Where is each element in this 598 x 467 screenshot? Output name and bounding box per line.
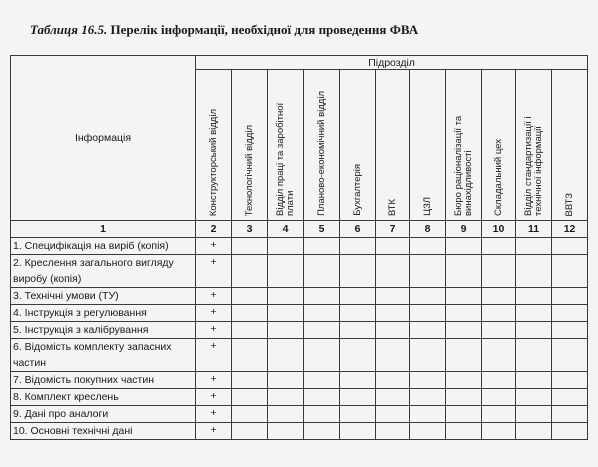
mark-cell [516,322,552,339]
mark-cell: + [196,406,232,423]
row-label: 8. Комплект креслень [11,389,196,406]
column-number: 10 [482,221,516,238]
mark-cell [232,389,268,406]
row-label: 1. Специфікація на виріб (копія) [11,238,196,255]
column-number: 9 [446,221,482,238]
mark-cell [446,423,482,440]
mark-cell [268,305,304,322]
mark-cell: + [196,372,232,389]
column-header [340,70,376,221]
mark-cell: + [196,255,232,288]
column-header [516,70,552,221]
mark-cell [340,238,376,255]
column-number: 1 [11,221,196,238]
mark-cell [376,423,410,440]
mark-cell [376,255,410,288]
mark-cell [482,305,516,322]
mark-cell [376,322,410,339]
mark-cell [516,305,552,322]
mark-cell [482,406,516,423]
mark-cell [552,238,588,255]
mark-cell [516,339,552,372]
mark-cell [482,322,516,339]
mark-cell [552,423,588,440]
mark-cell: + [196,322,232,339]
mark-cell [410,389,446,406]
mark-cell [340,372,376,389]
mark-cell [268,288,304,305]
mark-cell [232,423,268,440]
mark-cell [304,372,340,389]
mark-cell [552,288,588,305]
mark-cell [446,305,482,322]
mark-cell [376,288,410,305]
mark-cell [376,339,410,372]
mark-cell [516,288,552,305]
mark-cell [410,238,446,255]
column-header [446,70,482,221]
column-number: 3 [232,221,268,238]
column-header-label: Бухгалтерія [351,164,363,216]
column-number: 11 [516,221,552,238]
mark-cell [552,322,588,339]
table-row [11,255,588,288]
mark-cell [232,322,268,339]
subdivision-header: Підрозділ [196,56,588,70]
column-header [376,70,410,221]
mark-cell [340,406,376,423]
column-header [482,70,516,221]
row-label: 9. Дані про аналоги [11,406,196,423]
mark-cell [446,238,482,255]
mark-cell [482,255,516,288]
mark-cell [268,406,304,423]
column-number: 6 [340,221,376,238]
table-row [11,389,588,406]
mark-cell [340,305,376,322]
table-row [11,372,588,389]
column-number: 4 [268,221,304,238]
mark-cell [304,339,340,372]
mark-cell [516,238,552,255]
mark-cell [376,389,410,406]
mark-cell [552,339,588,372]
mark-cell [482,339,516,372]
caption-lead: Таблиця 16.5. [30,22,108,37]
mark-cell [446,406,482,423]
column-header [268,70,304,221]
info-header: Інформація [11,56,196,221]
column-number: 2 [196,221,232,238]
mark-cell [446,255,482,288]
column-header [232,70,268,221]
table-row [11,322,588,339]
table-row [11,288,588,305]
mark-cell [552,305,588,322]
mark-cell [516,372,552,389]
mark-cell [232,339,268,372]
caption-title: Перелік інформації, необхідної для проведення ФВА [110,22,419,37]
column-header-label: Технологічний відділ [243,124,255,216]
mark-cell: + [196,339,232,372]
mark-cell [376,406,410,423]
table-row [11,238,588,255]
mark-cell [446,372,482,389]
mark-cell: + [196,238,232,255]
column-header [196,70,232,221]
mark-cell [340,339,376,372]
mark-cell [516,423,552,440]
mark-cell [340,255,376,288]
row-label: 2. Креслення загального вигляду виробу (копія) [11,255,196,288]
mark-cell [446,288,482,305]
mark-cell [376,372,410,389]
row-label: 7. Відомість покупних частин [11,372,196,389]
mark-cell [482,288,516,305]
mark-cell [552,255,588,288]
row-label: 6. Відомість комплекту запасних частин [11,339,196,372]
mark-cell [232,238,268,255]
column-number: 5 [304,221,340,238]
mark-cell [340,322,376,339]
mark-cell [410,339,446,372]
mark-cell [340,423,376,440]
mark-cell: + [196,389,232,406]
mark-cell [376,238,410,255]
mark-cell [410,423,446,440]
table-row [11,406,588,423]
mark-cell [268,389,304,406]
mark-cell [304,238,340,255]
mark-cell [268,372,304,389]
column-header-label: ВВТЗ [563,192,575,216]
column-header [410,70,446,221]
mark-cell [482,372,516,389]
mark-cell [268,339,304,372]
mark-cell [304,288,340,305]
mark-cell [304,305,340,322]
mark-cell [552,406,588,423]
mark-cell: + [196,305,232,322]
column-header-label: Відділ стандартизації і технічної інформації [522,116,544,216]
column-header [552,70,588,221]
mark-cell [232,372,268,389]
table-caption [30,22,418,38]
mark-cell [340,288,376,305]
mark-cell [268,255,304,288]
mark-cell [232,288,268,305]
info-table [10,55,588,440]
row-label: 10. Основні технічні дані [11,423,196,440]
mark-cell [552,389,588,406]
mark-cell [232,305,268,322]
table-row [11,423,588,440]
mark-cell [304,389,340,406]
column-number: 7 [376,221,410,238]
mark-cell [482,389,516,406]
mark-cell: + [196,288,232,305]
mark-cell [446,322,482,339]
column-header-label: Відділ праці та заробітної плати [274,102,296,216]
mark-cell [410,305,446,322]
mark-cell [410,406,446,423]
row-label: 4. Інструкція з регулювання [11,305,196,322]
mark-cell [446,389,482,406]
table-row [11,339,588,372]
mark-cell [268,322,304,339]
mark-cell [516,255,552,288]
column-header-label: Складальний цех [492,139,504,216]
mark-cell [304,423,340,440]
mark-cell [410,322,446,339]
table-row [11,305,588,322]
column-header-label: Бюро раціоналізації та винахідливості [452,115,474,216]
mark-cell: + [196,423,232,440]
mark-cell [232,255,268,288]
mark-cell [552,372,588,389]
column-header-label: Планово-економічний відділ [315,91,327,216]
column-header-label: ЦЗЛ [421,197,433,216]
column-number: 12 [552,221,588,238]
mark-cell [268,238,304,255]
column-header-label: ВТК [386,198,398,216]
mark-cell [268,423,304,440]
mark-cell [446,339,482,372]
mark-cell [482,423,516,440]
mark-cell [376,305,410,322]
mark-cell [340,389,376,406]
mark-cell [482,238,516,255]
mark-cell [304,406,340,423]
mark-cell [410,255,446,288]
row-label: 5. Інструкція з калібрування [11,322,196,339]
mark-cell [516,389,552,406]
mark-cell [410,372,446,389]
mark-cell [304,255,340,288]
column-header-label: Конструкторський відділ [207,108,219,216]
column-header [304,70,340,221]
mark-cell [410,288,446,305]
row-label: 3. Технічні умови (ТУ) [11,288,196,305]
mark-cell [232,406,268,423]
column-number: 8 [410,221,446,238]
mark-cell [304,322,340,339]
mark-cell [516,406,552,423]
